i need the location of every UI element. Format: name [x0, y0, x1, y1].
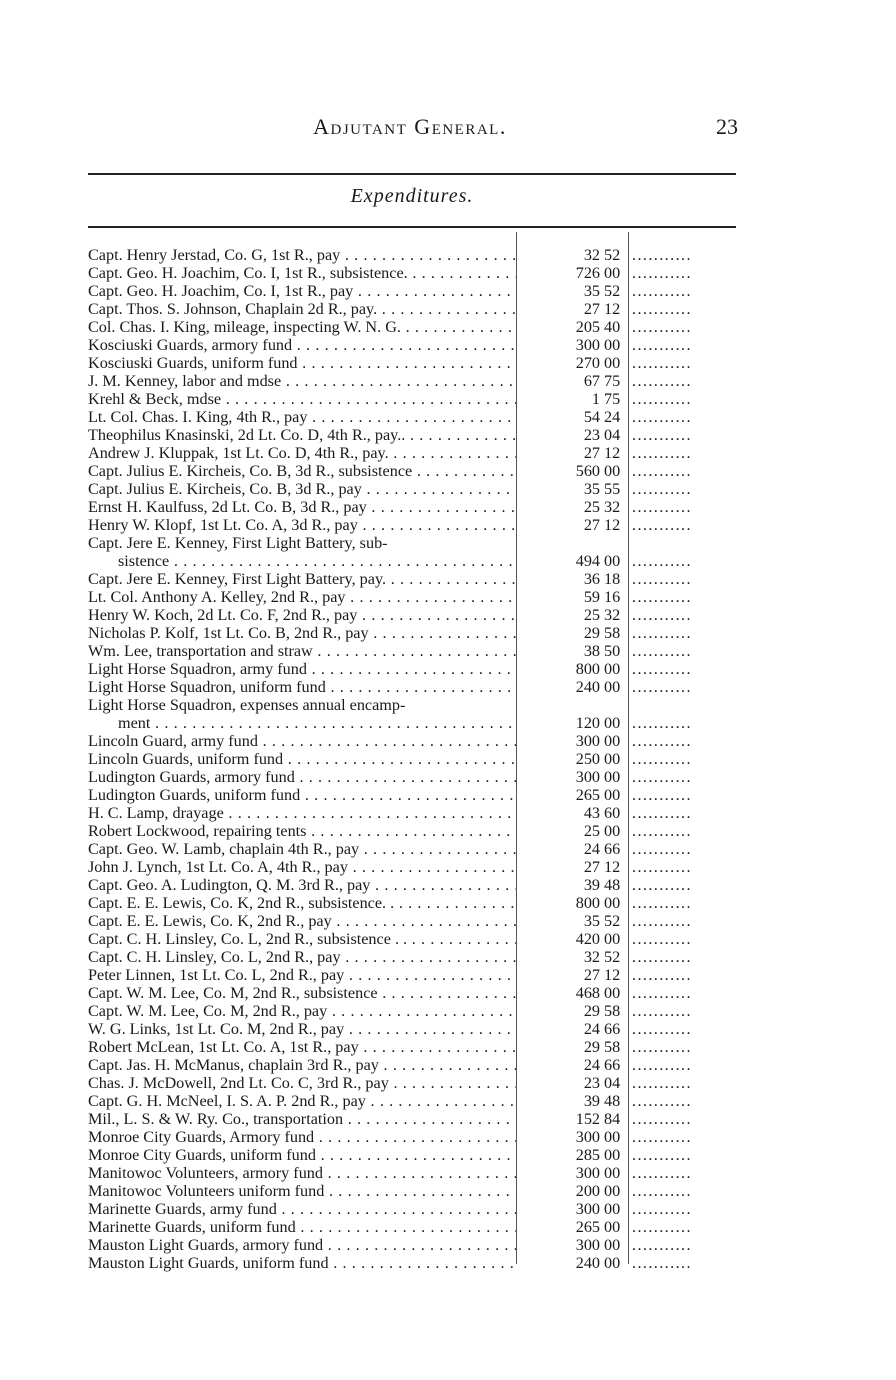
ledger-row-dollars: 285 [575, 1146, 600, 1164]
ledger-row-dollars: 300 [575, 768, 600, 786]
ledger-row-cents: 50 [604, 642, 621, 660]
ledger-row-cents: 52 [604, 282, 621, 300]
ledger-row-leader: ........... [632, 1146, 692, 1164]
ledger-row-leader: ........... [632, 246, 692, 264]
ledger-row [84, 264, 744, 282]
ledger-row-description: Theophilus Knasinski, 2d Lt. Co. D, 4th R., pay.. . . . [88, 426, 516, 444]
ledger-row-leader: ........... [632, 660, 692, 678]
ledger-row-cents: 00 [604, 462, 621, 480]
ledger-row-dollars: 39 [583, 1092, 600, 1110]
ledger-row-cents: 12 [604, 444, 621, 462]
ledger-row-description: Capt. W. M. Lee, Co. M, 2nd R., subsistence . . . [88, 984, 516, 1002]
ledger-row-description: sistence . . . [118, 552, 516, 570]
ledger-row-dollars: 300 [575, 1236, 600, 1254]
ledger-row-description: H. C. Lamp, drayage . . . [88, 804, 516, 822]
ledger-row [84, 300, 744, 318]
ledger-row [84, 408, 744, 426]
ledger-row-leader: ........... [632, 930, 692, 948]
ledger-row-description: Lincoln Guards, uniform fund . . . [88, 750, 516, 768]
ledger-row-description: Marinette Guards, army fund . . . [88, 1200, 516, 1218]
ledger-row-cents: 75 [604, 390, 621, 408]
ledger-row-cents: 00 [604, 264, 621, 282]
ledger-row-leader: ........... [632, 570, 692, 588]
ledger-row-description: J. M. Kenney, labor and mdse . . . [88, 372, 516, 390]
ledger-row [84, 354, 744, 372]
ledger-row-leader: ........... [632, 372, 692, 390]
ledger-row-leader: ........... [632, 624, 692, 642]
ledger-row-dollars: 300 [575, 1164, 600, 1182]
ledger-row-cents: 75 [604, 372, 621, 390]
ledger-row-dollars: 24 [583, 840, 600, 858]
ledger-row [84, 1200, 744, 1218]
ledger-row-description: Capt. Henry Jerstad, Co. G, 1st R., pay . . . [88, 246, 516, 264]
ledger-row-description: Capt. Julius E. Kircheis, Co. B, 3d R., subsistence . . . [88, 462, 516, 480]
ledger-row-description: Robert Lockwood, repairing tents . . . [88, 822, 516, 840]
ledger-row [84, 282, 744, 300]
ledger-row [84, 426, 744, 444]
ledger-row [84, 1128, 744, 1146]
ledger-row [84, 750, 744, 768]
ledger-row [84, 1092, 744, 1110]
ledger-row [84, 624, 744, 642]
ledger-row-leader: ........... [632, 336, 692, 354]
ledger-row-cents: 40 [604, 318, 621, 336]
ledger-row-cents: 32 [604, 606, 621, 624]
ledger-row-cents: 00 [604, 930, 621, 948]
ledger-row-leader: ........... [632, 1182, 692, 1200]
ledger-row [84, 462, 744, 480]
ledger-row-leader: ........... [632, 426, 692, 444]
ledger-row [84, 588, 744, 606]
ledger-row-description: Andrew J. Kluppak, 1st Lt. Co. D, 4th R., pay. . . . [88, 444, 516, 462]
ledger-row-dollars: 120 [575, 714, 600, 732]
ledger-row-leader: ........... [632, 1002, 692, 1020]
ledger-row-description: Capt. Geo. W. Lamb, chaplain 4th R., pay . . . [88, 840, 516, 858]
ledger-row-cents: 00 [604, 822, 621, 840]
ledger-row-leader: ........... [632, 552, 692, 570]
ledger-row-dollars: 300 [575, 732, 600, 750]
ledger-row-description: Capt. Jere E. Kenney, First Light Battery, sub- [88, 534, 388, 552]
ledger-row-description: Monroe City Guards, uniform fund . . . [88, 1146, 516, 1164]
ledger-row-cents: 66 [604, 1056, 621, 1074]
ledger-row-leader: ........... [632, 1110, 692, 1128]
ledger-row-description: Mauston Light Guards, armory fund . . . [88, 1236, 516, 1254]
ledger-row-dollars: 67 [583, 372, 600, 390]
ledger-row [84, 1182, 744, 1200]
ledger-row-dollars: 35 [583, 282, 600, 300]
ledger-row-cents: 00 [604, 1200, 621, 1218]
ledger-row [84, 336, 744, 354]
ledger-row [84, 1074, 744, 1092]
ledger-row-dollars: 152 [575, 1110, 600, 1128]
ledger-row [84, 660, 744, 678]
ledger-row-description: Krehl & Beck, mdse . . . [88, 390, 516, 408]
ledger-row-leader: ........... [632, 1092, 692, 1110]
ledger-row-dollars: 32 [583, 948, 600, 966]
ledger-row-leader: ........... [632, 264, 692, 282]
ledger-row [84, 912, 744, 930]
ledger-row-cents: 52 [604, 948, 621, 966]
ledger-row-cents: 00 [604, 984, 621, 1002]
ledger-row-description: Capt. W. M. Lee, Co. M, 2nd R., pay . . . [88, 1002, 516, 1020]
ledger-row-dollars: 59 [583, 588, 600, 606]
ledger-row-cents: 84 [604, 1110, 621, 1128]
section-title: Expenditures. [350, 185, 474, 207]
ledger-row [84, 1218, 744, 1236]
ledger-row-cents: 16 [604, 588, 621, 606]
ledger-row-description: Capt. E. E. Lewis, Co. K, 2nd R., subsistence. . . . . [88, 894, 516, 912]
ledger-row-description: Capt. Geo. H. Joachim, Co. I, 1st R., pay . . . [88, 282, 516, 300]
ledger-row-leader: ........... [632, 768, 692, 786]
ledger-row-dollars: 23 [583, 426, 600, 444]
ledger-row [84, 1146, 744, 1164]
ledger-row-cents: 00 [604, 768, 621, 786]
page-header-title: Adjutant General. [313, 114, 507, 139]
ledger-row [84, 1236, 744, 1254]
ledger-row-dollars: 800 [575, 894, 600, 912]
ledger-row-leader: ........... [632, 876, 692, 894]
ledger-row-leader: ........... [632, 804, 692, 822]
ledger-row [84, 732, 744, 750]
ledger-row-cents: 00 [604, 1182, 621, 1200]
ledger-row-dollars: 27 [583, 300, 600, 318]
ledger-row-leader: ........... [632, 750, 692, 768]
ledger-row-leader: ........... [632, 408, 692, 426]
ledger-row-leader: ........... [632, 1218, 692, 1236]
ledger-row-leader: ........... [632, 1074, 692, 1092]
ledger-row-dollars: 54 [583, 408, 600, 426]
ledger-row-description: Capt. G. H. McNeel, I. S. A. P. 2nd R., pay . . . [88, 1092, 516, 1110]
ledger-row-dollars: 205 [575, 318, 600, 336]
ledger-row-dollars: 29 [583, 1038, 600, 1056]
ledger-row-cents: 12 [604, 516, 621, 534]
ledger-row-description: John J. Lynch, 1st Lt. Co. A, 4th R., pay . . . [88, 858, 516, 876]
ledger-row-dollars: 726 [575, 264, 600, 282]
ledger-row-description: Monroe City Guards, Armory fund . . . [88, 1128, 516, 1146]
ledger-row-description: Henry W. Klopf, 1st Lt. Co. A, 3d R., pay . . . [88, 516, 516, 534]
ledger-row-description: W. G. Links, 1st Lt. Co. M, 2nd R., pay . . . [88, 1020, 516, 1038]
ledger-row-cents: 48 [604, 1092, 621, 1110]
ledger-row-dollars: 25 [583, 498, 600, 516]
ledger-row-dollars: 36 [583, 570, 600, 588]
ledger-row-description: Capt. Thos. S. Johnson, Chaplain 2d R., pay. . . . [88, 300, 516, 318]
ledger-row-dollars: 240 [575, 1254, 600, 1272]
ledger-row-leader: ........... [632, 822, 692, 840]
ledger-row-description: Manitowoc Volunteers uniform fund . . . [88, 1182, 516, 1200]
ledger-row-cents: 04 [604, 1074, 621, 1092]
ledger-row-dollars: 29 [583, 1002, 600, 1020]
ledger-row [84, 858, 744, 876]
ledger-row-leader: ........... [632, 462, 692, 480]
ledger-row-description: Robert McLean, 1st Lt. Co. A, 1st R., pay . . . [88, 1038, 516, 1056]
ledger-row-cents: 04 [604, 426, 621, 444]
ledger-row-dollars: 38 [583, 642, 600, 660]
ledger-row-dollars: 494 [575, 552, 600, 570]
ledger-row-leader: ........... [632, 858, 692, 876]
ledger-row-dollars: 270 [575, 354, 600, 372]
ledger-row-description: Capt. E. E. Lewis, Co. K, 2nd R., pay . . . [88, 912, 516, 930]
ledger-row-dollars: 27 [583, 444, 600, 462]
ledger-row [84, 552, 744, 570]
ledger-row-description: Nicholas P. Kolf, 1st Lt. Co. B, 2nd R., pay . . . [88, 624, 516, 642]
ledger-row-cents: 66 [604, 1020, 621, 1038]
ledger-row [84, 1164, 744, 1182]
ledger-row-leader: ........... [632, 642, 692, 660]
ledger-row-cents: 00 [604, 1128, 621, 1146]
ledger-row-leader: ........... [632, 948, 692, 966]
ledger-row-cents: 00 [604, 1164, 621, 1182]
ledger-row-leader: ........... [632, 1020, 692, 1038]
ledger-row-dollars: 29 [583, 624, 600, 642]
ledger-row-leader: ........... [632, 300, 692, 318]
ledger-row-cents: 58 [604, 1038, 621, 1056]
ledger-row-dollars: 240 [575, 678, 600, 696]
ledger-row-leader: ........... [632, 588, 692, 606]
top-rule [88, 173, 736, 175]
expenditures-ledger [84, 246, 744, 1272]
ledger-row [84, 840, 744, 858]
ledger-row-cents: 00 [604, 354, 621, 372]
ledger-row [84, 1002, 744, 1020]
ledger-row-dollars: 32 [583, 246, 600, 264]
ledger-row-description: Capt. Jere E. Kenney, First Light Battery, pay. . . . [88, 570, 516, 588]
ledger-row-dollars: 265 [575, 1218, 600, 1236]
ledger-row-description: Mil., L. S. & W. Ry. Co., transportation . . . [88, 1110, 516, 1128]
ledger-row [84, 966, 744, 984]
ledger-row-cents: 12 [604, 300, 621, 318]
ledger-row-cents: 00 [604, 786, 621, 804]
ledger-row-leader: ........... [632, 678, 692, 696]
ledger-row-cents: 00 [604, 714, 621, 732]
ledger-row-leader: ........... [632, 444, 692, 462]
ledger-row-leader: ........... [632, 318, 692, 336]
ledger-row-cents: 00 [604, 1254, 621, 1272]
ledger-row [84, 516, 744, 534]
ledger-row-dollars: 35 [583, 912, 600, 930]
ledger-row [84, 390, 744, 408]
ledger-row-description: Capt. C. H. Linsley, Co. L, 2nd R., subsistence . . . . . [88, 930, 516, 948]
ledger-row-dollars: 800 [575, 660, 600, 678]
ledger-row-cents: 48 [604, 876, 621, 894]
ledger-row-description: Col. Chas. I. King, mileage, inspecting W. N. G. . . . [88, 318, 516, 336]
ledger-row-description: Light Horse Squadron, army fund . . . [88, 660, 516, 678]
ledger-row-cents: 60 [604, 804, 621, 822]
ledger-row-dollars: 300 [575, 336, 600, 354]
ledger-row-leader: ........... [632, 912, 692, 930]
ledger-row [84, 948, 744, 966]
ledger-row-leader: ........... [632, 606, 692, 624]
ledger-row-cents: 55 [604, 480, 621, 498]
ledger-row-dollars: 300 [575, 1200, 600, 1218]
ledger-row-description: Ludington Guards, uniform fund . . . [88, 786, 516, 804]
ledger-row [84, 930, 744, 948]
ledger-row [84, 372, 744, 390]
ledger-row-cents: 00 [604, 660, 621, 678]
ledger-row-description: Ludington Guards, armory fund . . . [88, 768, 516, 786]
ledger-row-cents: 58 [604, 1002, 621, 1020]
ledger-row [84, 570, 744, 588]
ledger-row [84, 1020, 744, 1038]
section-rule [88, 226, 736, 228]
ledger-row-description: Capt. Julius E. Kircheis, Co. B, 3d R., pay . . . [88, 480, 516, 498]
ledger-row [84, 318, 744, 336]
ledger-row-dollars: 25 [583, 606, 600, 624]
ledger-row-leader: ........... [632, 1200, 692, 1218]
ledger-row-dollars: 1 [591, 390, 600, 408]
ledger-row-dollars: 39 [583, 876, 600, 894]
ledger-row [84, 876, 744, 894]
ledger-row-cents: 00 [604, 732, 621, 750]
ledger-row-dollars: 23 [583, 1074, 600, 1092]
ledger-row-description: Wm. Lee, transportation and straw . . . [88, 642, 516, 660]
ledger-row-leader: ........... [632, 894, 692, 912]
ledger-row [84, 894, 744, 912]
ledger-row-cents: 00 [604, 894, 621, 912]
ledger-row [84, 1254, 744, 1272]
ledger-row [84, 804, 744, 822]
ledger-row [84, 606, 744, 624]
ledger-row-leader: ........... [632, 714, 692, 732]
ledger-row-cents: 52 [604, 912, 621, 930]
ledger-row-dollars: 43 [583, 804, 600, 822]
ledger-row-description: Lt. Col. Anthony A. Kelley, 2nd R., pay . . . [88, 588, 516, 606]
ledger-row-description: Mauston Light Guards, uniform fund . . . [88, 1254, 516, 1272]
ledger-row-leader: ........... [632, 840, 692, 858]
ledger-row [84, 480, 744, 498]
ledger-row [84, 534, 744, 552]
ledger-row-leader: ........... [632, 390, 692, 408]
ledger-row-leader: ........... [632, 984, 692, 1002]
ledger-row-dollars: 420 [575, 930, 600, 948]
ledger-row-dollars: 265 [575, 786, 600, 804]
ledger-row-cents: 00 [604, 552, 621, 570]
ledger-row-cents: 12 [604, 858, 621, 876]
ledger-row-description: Kosciuski Guards, armory fund . . . [88, 336, 516, 354]
ledger-row [84, 768, 744, 786]
ledger-row-description: Lt. Col. Chas. I. King, 4th R., pay . . . [88, 408, 516, 426]
ledger-row [84, 1110, 744, 1128]
ledger-row-dollars: 24 [583, 1020, 600, 1038]
ledger-row-cents: 00 [604, 678, 621, 696]
ledger-row-leader: ........... [632, 480, 692, 498]
ledger-row-cents: 00 [604, 1218, 621, 1236]
ledger-row-dollars: 24 [583, 1056, 600, 1074]
ledger-row-description: Ernst H. Kaulfuss, 2d Lt. Co. B, 3d R., pay . . . [88, 498, 516, 516]
ledger-row-cents: 52 [604, 246, 621, 264]
ledger-row-leader: ........... [632, 1056, 692, 1074]
ledger-row-dollars: 560 [575, 462, 600, 480]
ledger-row-description: ment . . . [118, 714, 516, 732]
ledger-row-description: Henry W. Koch, 2d Lt. Co. F, 2nd R., pay . . . [88, 606, 516, 624]
ledger-row [84, 498, 744, 516]
ledger-row-description: Capt. Geo. H. Joachim, Co. I, 1st R., subsistence. . . . [88, 264, 516, 282]
ledger-row-dollars: 25 [583, 822, 600, 840]
ledger-row-cents: 00 [604, 1146, 621, 1164]
ledger-row-leader: ........... [632, 966, 692, 984]
ledger-row-dollars: 250 [575, 750, 600, 768]
ledger-row [84, 678, 744, 696]
ledger-row-dollars: 27 [583, 858, 600, 876]
ledger-row-description: Peter Linnen, 1st Lt. Co. L, 2nd R., pay . . . [88, 966, 516, 984]
ledger-row-dollars: 468 [575, 984, 600, 1002]
ledger-row [84, 714, 744, 732]
ledger-row [84, 822, 744, 840]
ledger-row-description: Capt. Jas. H. McManus, chaplain 3rd R., pay . . . [88, 1056, 516, 1074]
ledger-row-cents: 66 [604, 840, 621, 858]
ledger-row-cents: 00 [604, 1236, 621, 1254]
ledger-row-leader: ........... [632, 354, 692, 372]
ledger-row [84, 1038, 744, 1056]
ledger-row-dollars: 300 [575, 1128, 600, 1146]
ledger-row-leader: ........... [632, 516, 692, 534]
ledger-row-leader: ........... [632, 1038, 692, 1056]
ledger-row-cents: 58 [604, 624, 621, 642]
ledger-row-description: Chas. J. McDowell, 2nd Lt. Co. C, 3rd R., pay . . . [88, 1074, 516, 1092]
ledger-row-leader: ........... [632, 498, 692, 516]
ledger-row-cents: 00 [604, 750, 621, 768]
ledger-row-dollars: 27 [583, 516, 600, 534]
ledger-row-leader: ........... [632, 282, 692, 300]
ledger-row-cents: 32 [604, 498, 621, 516]
ledger-row-cents: 12 [604, 966, 621, 984]
ledger-row-leader: ........... [632, 1236, 692, 1254]
ledger-row [84, 444, 744, 462]
ledger-row-cents: 18 [604, 570, 621, 588]
ledger-row [84, 1056, 744, 1074]
ledger-row-leader: ........... [632, 786, 692, 804]
ledger-row-dollars: 27 [583, 966, 600, 984]
ledger-row-leader: ........... [632, 732, 692, 750]
ledger-row-description: Light Horse Squadron, expenses annual encamp- [88, 696, 406, 714]
ledger-row [84, 696, 744, 714]
ledger-row-description: Capt. C. H. Linsley, Co. L, 2nd R., pay . . . [88, 948, 516, 966]
ledger-row [84, 246, 744, 264]
ledger-row-description: Kosciuski Guards, uniform fund . . . [88, 354, 516, 372]
ledger-row-leader: ........... [632, 1128, 692, 1146]
ledger-row-cents: 00 [604, 336, 621, 354]
ledger-row-description: Marinette Guards, uniform fund . . . [88, 1218, 516, 1236]
ledger-row [84, 642, 744, 660]
ledger-row-description: Light Horse Squadron, uniform fund . . . [88, 678, 516, 696]
ledger-row-dollars: 35 [583, 480, 600, 498]
ledger-row [84, 984, 744, 1002]
page-number: 23 [716, 114, 738, 139]
ledger-row-description: Manitowoc Volunteers, armory fund . . . [88, 1164, 516, 1182]
ledger-row-description: Lincoln Guard, army fund . . . [88, 732, 516, 750]
ledger-row-cents: 24 [604, 408, 621, 426]
ledger-row-description: Capt. Geo. A. Ludington, Q. M. 3rd R., pay . . . [88, 876, 516, 894]
ledger-row [84, 786, 744, 804]
ledger-row-leader: ........... [632, 1164, 692, 1182]
ledger-row-leader: ........... [632, 1254, 692, 1272]
ledger-row-dollars: 200 [575, 1182, 600, 1200]
